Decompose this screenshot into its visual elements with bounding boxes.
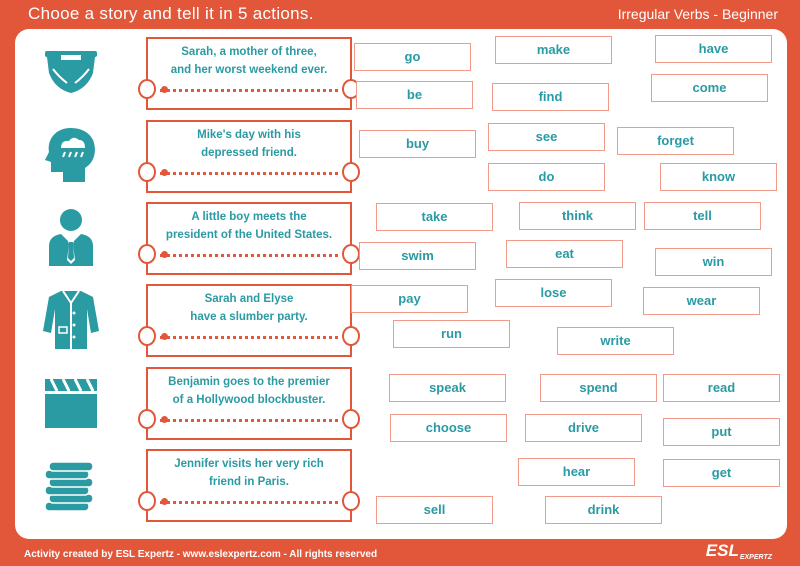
dotted-line	[160, 419, 338, 422]
start-dot	[161, 251, 168, 258]
verb-card-tell[interactable]: tell	[644, 202, 761, 230]
verb-card-spend[interactable]: spend	[540, 374, 657, 402]
verb-card-buy[interactable]: buy	[359, 130, 476, 158]
verb-card-swim[interactable]: swim	[359, 242, 476, 270]
pajamas-icon	[39, 287, 103, 351]
verb-card-put[interactable]: put	[663, 418, 780, 446]
verb-card-make[interactable]: make	[495, 36, 612, 64]
verb-card-see[interactable]: see	[488, 123, 605, 151]
verb-card-know[interactable]: know	[660, 163, 777, 191]
verb-card-eat[interactable]: eat	[506, 240, 623, 268]
ticket-notch	[138, 326, 156, 346]
footer-credit: Activity created by ESL Expertz - www.eslexpertz.com - All rights reserved	[24, 549, 378, 560]
worksheet-panel	[15, 29, 787, 539]
verb-card-go[interactable]: go	[354, 43, 471, 71]
story-card[interactable]	[146, 449, 352, 522]
verb-card-write[interactable]: write	[557, 327, 674, 355]
story-text: Mike's day with his depressed friend.	[197, 129, 301, 159]
verb-card-pay[interactable]: pay	[351, 285, 468, 313]
dotted-line	[160, 172, 338, 175]
story-text: Benjamin goes to the premier of a Hollywood blockbuster.	[168, 376, 330, 406]
verb-card-do[interactable]: do	[488, 163, 605, 191]
verb-card-drive[interactable]: drive	[525, 414, 642, 442]
ticket-notch	[342, 491, 360, 511]
verb-card-sell[interactable]: sell	[376, 496, 493, 524]
verb-card-find[interactable]: find	[492, 83, 609, 111]
verb-card-be[interactable]: be	[356, 81, 473, 109]
verb-card-choose[interactable]: choose	[390, 414, 507, 442]
story-text: A little boy meets the president of the United States.	[165, 211, 333, 241]
story-text: Jennifer visits her very rich friend in Paris.	[174, 458, 324, 488]
verb-card-win[interactable]: win	[655, 248, 772, 276]
start-dot	[161, 498, 168, 505]
verb-card-forget[interactable]: forget	[617, 127, 734, 155]
story-card[interactable]	[146, 367, 352, 440]
eslexpertz-logo: ESLEXPERTZ	[705, 541, 772, 561]
diaper-icon	[39, 39, 103, 103]
story-text: Sarah and Elyse have a slumber party.	[190, 293, 308, 323]
story-card[interactable]	[146, 120, 352, 193]
verb-card-drink[interactable]: drink	[545, 496, 662, 524]
ticket-notch	[138, 162, 156, 182]
verb-card-speak[interactable]: speak	[389, 374, 506, 402]
ticket-notch	[138, 79, 156, 99]
verb-card-get[interactable]: get	[663, 459, 780, 487]
verb-card-lose[interactable]: lose	[495, 279, 612, 307]
start-dot	[161, 86, 168, 93]
ticket-notch	[342, 162, 360, 182]
businessman-icon	[39, 204, 103, 268]
verb-card-have[interactable]: have	[655, 35, 772, 63]
start-dot	[161, 169, 168, 176]
depressed-head-icon	[39, 122, 103, 186]
story-card[interactable]	[146, 284, 352, 357]
ticket-notch	[138, 409, 156, 429]
ticket-notch	[138, 244, 156, 264]
dotted-line	[160, 336, 338, 339]
verb-card-take[interactable]: take	[376, 203, 493, 231]
verb-card-read[interactable]: read	[663, 374, 780, 402]
dotted-line	[160, 89, 338, 92]
start-dot	[161, 333, 168, 340]
level-label: Irregular Verbs - Beginner	[617, 6, 778, 22]
story-card[interactable]	[146, 202, 352, 275]
dotted-line	[160, 501, 338, 504]
coins-icon	[39, 452, 103, 516]
ticket-notch	[342, 244, 360, 264]
verb-card-wear[interactable]: wear	[643, 287, 760, 315]
ticket-notch	[342, 326, 360, 346]
verb-card-come[interactable]: come	[651, 74, 768, 102]
ticket-notch	[138, 491, 156, 511]
verb-card-hear[interactable]: hear	[518, 458, 635, 486]
story-text: Sarah, a mother of three, and her worst weekend ever.	[170, 46, 328, 76]
ticket-notch	[342, 409, 360, 429]
dotted-line	[160, 254, 338, 257]
verb-card-run[interactable]: run	[393, 320, 510, 348]
story-card[interactable]	[146, 37, 352, 110]
instruction-title: Chooe a story and tell it in 5 actions.	[28, 4, 314, 23]
start-dot	[161, 416, 168, 423]
clapperboard-icon	[39, 369, 103, 433]
verb-card-think[interactable]: think	[519, 202, 636, 230]
